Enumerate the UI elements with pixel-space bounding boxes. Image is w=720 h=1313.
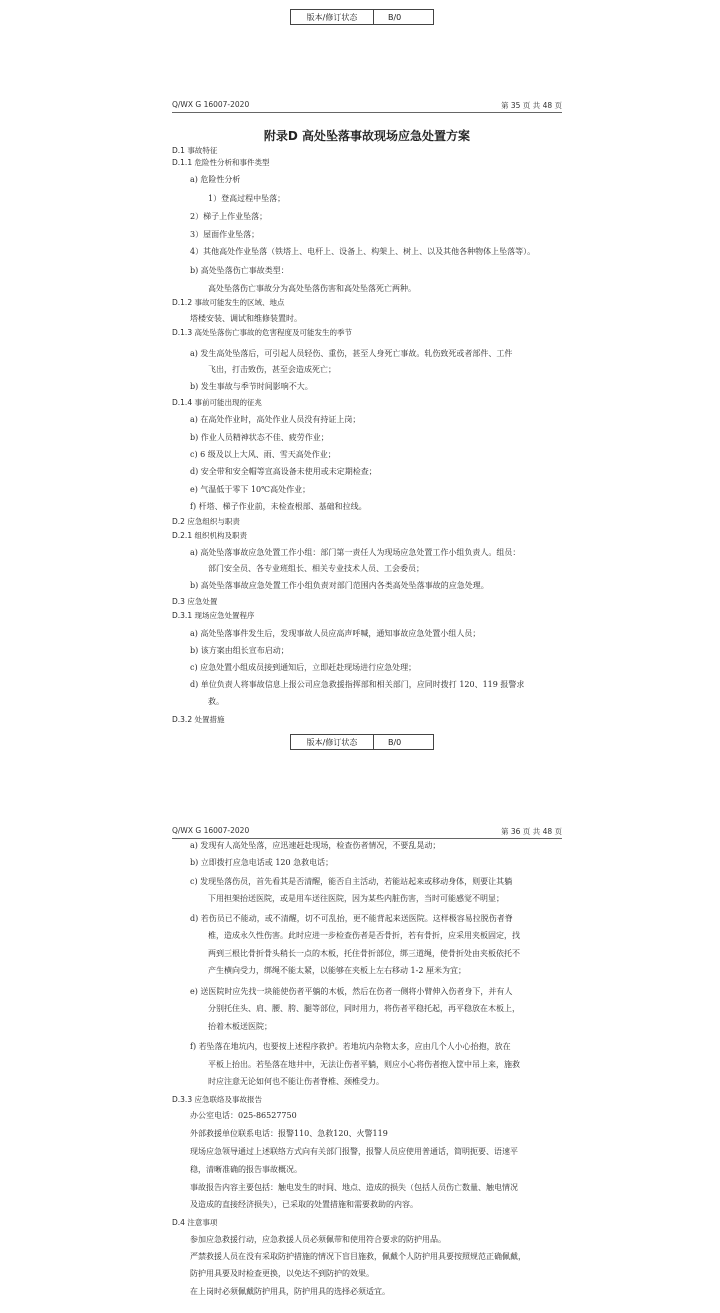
- text-line: f) 若坠落在地坑内，也要按上述程序救护。若地坑内杂物太多，应由几个人小心抬抱，放在: [190, 1042, 511, 1051]
- text-line: 两到三根比骨折骨头稍长一点的木板，托住骨折部位，绑三道绳，使骨折处由夹板依托不: [208, 949, 520, 958]
- text-line: c) 发现坠落伤员，首先看其是否清醒，能否自主活动，若能站起来或移动身体，则要让其躺: [190, 877, 513, 886]
- text-line: D.1.2 事故可能发生的区域、地点: [172, 298, 285, 307]
- doc-code: Q/WX G 16007-2020: [172, 826, 250, 835]
- text-line: d) 若伤员已不能动，或不清醒，切不可乱抬，更不能背起来送医院。这样极容易拉脱伤者脊: [190, 914, 513, 923]
- text-line: D.1 事故特征: [172, 146, 218, 155]
- text-line: 下用担架抬送医院，或是用车送往医院，因为某些内脏伤害，当时可能感觉不明显；: [208, 894, 504, 903]
- text-line: a) 高处坠落事件发生后，发现事故人员应高声呼喊，通知事故应急处置小组人员；: [190, 629, 481, 638]
- text-line: D.2 应急组织与职责: [172, 517, 240, 526]
- text-line: 椎，造成永久性伤害。此时应进一步检查伤者是否骨折，若有骨折，应采用夹板固定，找: [208, 931, 520, 940]
- text-line: 防护用具要及时检查更换，以免达不到防护的效果。: [190, 1269, 374, 1278]
- text-line: a) 在高处作业时，高处作业人员没有持证上岗；: [190, 415, 361, 424]
- text-line: 抬着木板送医院；: [208, 1022, 272, 1031]
- header-rule: [172, 838, 562, 839]
- text-line: 平板上抬出。若坠落在地井中，无法让伤者平躺，则应小心将伤者抱入筐中吊上来，施救: [208, 1060, 520, 1069]
- text-line: D.1.3 高处坠落伤亡事故的危害程度及可能发生的季节: [172, 328, 352, 337]
- text-line: D.3 应急处置: [172, 597, 218, 606]
- text-line: 救。: [208, 697, 224, 706]
- text-line: 严禁救援人员在没有采取防护措施的情况下盲目施救，佩戴个人防护用具要按照规范正确佩戴，: [190, 1252, 526, 1261]
- text-line: 产生横向受力，绑绳不能太紧，以能够在夹板上左右移动 1-2 厘米为宜；: [208, 966, 466, 975]
- text-line: 及造成的直接经济损失），已采取的处置措施和需要救助的内容。: [190, 1200, 418, 1209]
- text-line: 2）梯子上作业坠落；: [190, 212, 268, 221]
- text-line: 3）屋面作业坠落；: [190, 230, 260, 239]
- text-line: D.3.1 现场应急处置程序: [172, 611, 255, 620]
- text-line: 事故报告内容主要包括：触电发生的时间、地点、造成的损失（包括人员伤亡数量、触电情况: [190, 1183, 518, 1192]
- document-page-36: [0, 760, 720, 1313]
- version-value: B/0: [388, 12, 402, 22]
- text-line: 分别托住头、肩、腰、胯、腿等部位，同时用力，将伤者平稳托起，再平稳放在木板上，: [208, 1004, 520, 1013]
- text-line: b) 发生事故与季节时间影响不大。: [190, 382, 313, 391]
- text-line: 1）登高过程中坠落；: [208, 194, 286, 203]
- version-label: 版本/修订状态: [291, 735, 374, 749]
- version-box-bottom: [290, 734, 434, 750]
- text-line: 参加应急救援行动，应急救援人员必须佩带和使用符合要求的防护用品。: [190, 1235, 446, 1244]
- doc-code: Q/WX G 16007-2020: [172, 100, 250, 109]
- text-line: b) 作业人员精神状态不佳、疲劳作业；: [190, 433, 329, 442]
- text-line: e) 送医院时应先找一块能使伤者平躺的木板，然后在伤者一侧将小臂伸入伤者身下，并有人: [190, 987, 513, 996]
- text-line: 部门安全员、各专业班组长、相关专业技术人员、工会委员；: [208, 564, 424, 573]
- page-title: 附录D 高处坠落事故现场应急处置方案: [263, 129, 471, 143]
- text-line: f) 杆塔、梯子作业前，未检查根部、基础和拉线。: [190, 502, 367, 511]
- text-line: a) 发现有人高处坠落，应迅速赶赴现场，检查伤者情况，不要乱晃动；: [190, 841, 441, 850]
- text-line: 稳，清晰准确的报告事故概况。: [190, 1165, 302, 1174]
- version-value: B/0: [388, 737, 402, 747]
- text-line: D.1.1 危险性分析和事件类型: [172, 158, 270, 167]
- text-line: 在上岗时必须佩戴防护用具，防护用具的选择必须适宜。: [190, 1287, 390, 1296]
- page-number: 第 35 页 共 48 页: [500, 101, 562, 110]
- text-line: 办公室电话：025-86527750: [190, 1111, 297, 1120]
- text-line: c) 应急处置小组成员接到通知后，立即赶赴现场进行应急处理；: [190, 663, 417, 672]
- text-line: a) 发生高处坠落后，可引起人员轻伤、重伤，甚至人身死亡事故。轧伤致死或者部件、工件: [190, 349, 513, 358]
- text-line: D.1.4 事前可能出现的征兆: [172, 398, 262, 407]
- text-line: D.4 注意事项: [172, 1218, 218, 1227]
- text-line: a) 危险性分析: [190, 175, 241, 184]
- text-line: e) 气温低于零下 10℃高处作业；: [190, 485, 311, 494]
- text-line: D.3.3 应急联络及事故报告: [172, 1095, 262, 1104]
- text-line: 现场应急领导通过上述联络方式向有关部门报警，报警人员应使用普通话，简明扼要、语速平: [190, 1147, 518, 1156]
- text-line: d) 单位负责人将事故信息上报公司应急救援指挥部和相关部门，应同时拨打 120、119 报警求: [190, 680, 525, 689]
- text-line: b) 高处坠落事故应急处置工作小组负责对部门范围内各类高处坠落事故的应急处理。: [190, 581, 489, 590]
- text-line: 塔楼安装、调试和维修装置时。: [190, 314, 302, 323]
- text-line: d) 安全带和安全帽等宣高设备未使用或未定期检查；: [190, 467, 377, 476]
- header-rule: [172, 112, 562, 113]
- page-number: 第 36 页 共 48 页: [500, 827, 562, 836]
- version-box-top: [290, 9, 434, 25]
- text-line: c) 6 级及以上大风、雨、雪天高处作业；: [190, 450, 336, 459]
- text-line: 时应注意无论如何也不能让伤者脊椎、颈椎受力。: [208, 1077, 384, 1086]
- text-line: D.2.1 组织机构及职责: [172, 531, 247, 540]
- text-line: 飞出，打击致伤，甚至会造成死亡；: [208, 365, 336, 374]
- text-line: D.3.2 处置措施: [172, 715, 225, 724]
- text-line: b) 高处坠落伤亡事故类型：: [190, 266, 289, 275]
- text-line: a) 高处坠落事故应急处置工作小组：部门第一责任人为现场应急处置工作小组负责人。组员：: [190, 548, 521, 557]
- text-line: 外部救援单位联系电话：报警110、急救120、火警119: [190, 1129, 388, 1138]
- text-line: b) 立即拨打应急电话或 120 急救电话；: [190, 858, 334, 867]
- text-line: b) 该方案由组长宣布启动；: [190, 646, 289, 655]
- text-line: 高处坠落伤亡事故分为高处坠落伤害和高处坠落死亡两种。: [208, 284, 416, 293]
- text-line: 4）其他高处作业坠落（铁塔上、电杆上、设备上、构架上、树上、以及其他各种物体上坠落等）。: [190, 247, 536, 256]
- version-label: 版本/修订状态: [291, 10, 374, 24]
